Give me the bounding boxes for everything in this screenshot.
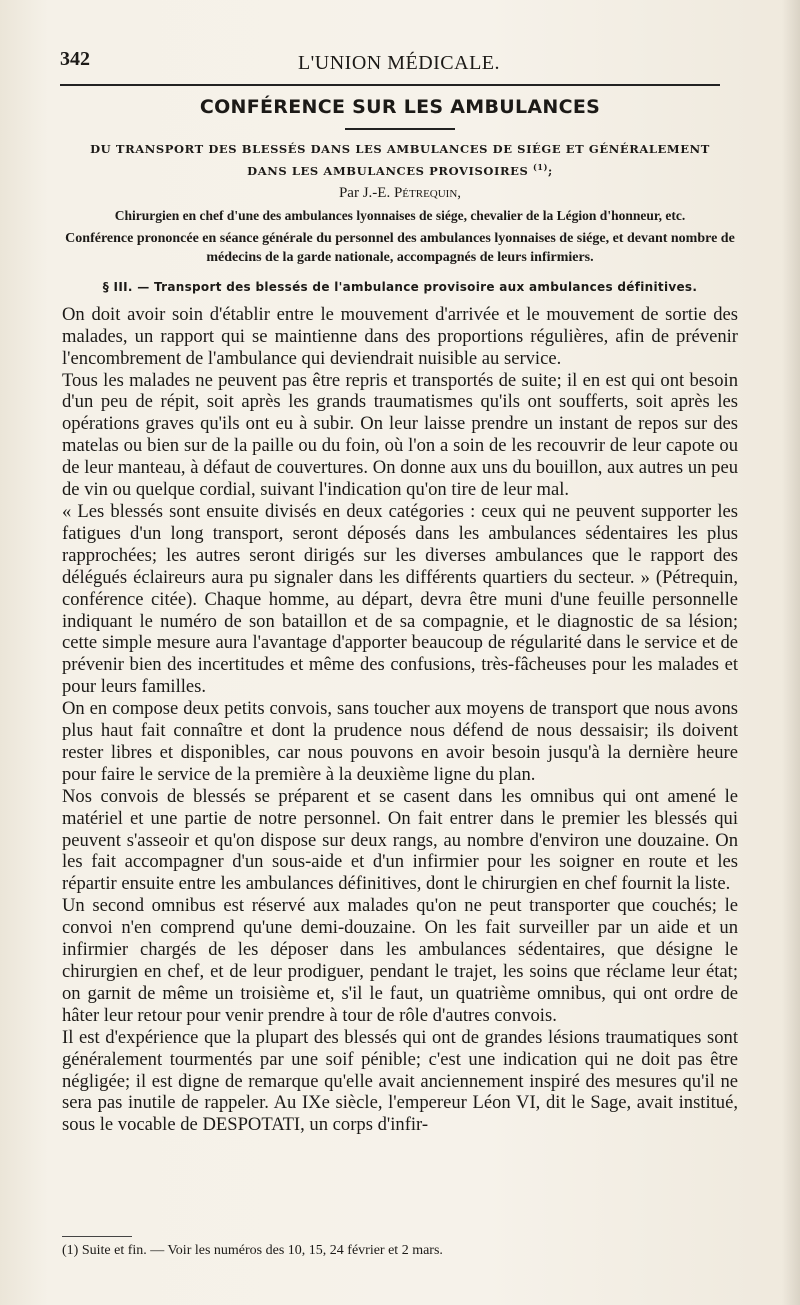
section-heading: § III. — Transport des blessés de l'ambulance provisoire aux ambulances définitives.	[102, 279, 698, 294]
paragraph: On en compose deux petits convois, sans toucher aux moyens de transport que nous avons plus haut fait connaître et dont la prudence nous défend de nous dessaisir; ils doivent rester libres et disponibles, car nous pouvons en avoir besoin jusqu'à la dernière heure pour faire le service de la première à la deuxième ligne du plan.	[62, 698, 738, 785]
paragraph: On doit avoir soin d'établir entre le mouvement d'arrivée et le mouvement de sortie des malades, un rapport qui se maintienne dans des proportions régulières, afin de prévenir l'encombrement de l'ambulance qui deviendrait nuisible au service.	[62, 303, 738, 369]
author-name: Pétrequin,	[393, 184, 462, 201]
footnote-marker: (1)	[533, 162, 548, 172]
subtitle-end: ;	[547, 163, 553, 178]
header-rule	[60, 84, 720, 86]
paragraph: Tous les malades ne peuvent pas être repris et transportés de suite; il en est qui ont besoin d'un peu de répit, soit après les grands traumatismes qu'ils ont soufferts, soit après les opérations graves qu'ils ont eu à subir. On leur laisse prendre un instant de repos sur des matelas ou bien sur de la paille ou du foin, où l'on a soin de les recouvrir de leur capote ou de leur manteau, à défaut de couvertures. On donne aux uns du bouillon, aux autres un peu de vin ou quelque cordial, suivant l'indication qu'on tire de leur mal.	[62, 369, 738, 501]
subtitle-line-1: DU TRANSPORT DES BLESSÉS DANS LES AMBULANCES DE SIÉGE ET GÉNÉRALEMENT	[90, 142, 710, 156]
author-affiliation: Chirurgien en chef d'une des ambulances lyonnaises de siége, chevalier de la Légion d'honneur, etc.	[114, 207, 686, 223]
article	[62, 96, 738, 1136]
page-spine-shadow	[782, 0, 800, 1305]
page-number: 342	[60, 48, 90, 70]
article-body	[62, 304, 738, 1136]
conference-note: Conférence prononcée en séance générale du personnel des ambulances lyonnaises de siége, et devant nombre de médecins de la garde nationale, accompagnés de leurs infirmiers.	[65, 230, 735, 265]
paragraph: « Les blessés sont ensuite divisés en deux catégories : ceux qui ne peuvent supporter les fatigues d'un long transport, seront déposés dans les ambulances sédentaires les plus rapprochées; les autres seront dirigés sur les diverses ambulances que le rapport des délégués éclaireurs aura pu signaler dans les différents quartiers du secteur. » (Pétrequin, conférence citée). Chaque homme, au départ, devra être muni d'une feuille personnelle indiquant le numéro de son bataillon et de sa compagnie, et le diagnostic de sa lésion; cette simple mesure aura l'avantage d'apporter beaucoup de régularité dans le service et de prévenir bien des incertitudes et même des confusions, très-fâcheuses pour les malades et pour leurs familles.	[62, 500, 738, 698]
paragraph: Il est d'expérience que la plupart des blessés qui ont de grandes lésions traumatiques sont généralement tourmentés par une soif pénible; c'est une indication qui ne doit pas être négligée; il est digne de remarque qu'elle avait anciennement inspiré des mesures qu'il ne sera pas inutile de rappeler. Au IXe siècle, l'empereur Léon VI, dit le Sage, avait institué, sous le vocable de DESPOTATI, un corps d'infir-	[62, 1026, 738, 1136]
paragraph: Un second omnibus est réservé aux malades qu'on ne peut transporter que couchés; le convoi n'en comprend qu'une demi-douzaine. On les fait surveiller par un aide et un infirmier chargés de les déposer dans les ambulances sédentaires, que désigne le chirurgien en chef, et de leur prodiguer, pendant le trajet, les soins que réclame leur état; on garnit de même un troisième et, s'il le faut, un quatrième omnibus, qui ont ordre de hâter leur retour pour venir prendre à tour de rôle d'autres convois.	[62, 895, 738, 1026]
paragraph: Nos convois de blessés se préparent et se casent dans les omnibus qui ont amené le matériel et une partie de notre personnel. On fait entrer dans le premier les blessés qui peuvent s'asseoir et qu'on dispose sur deux rangs, au nombre d'environ une douzaine. On les fait accompagner d'un sous-aide et d'un infirmier pour les soigner en route et les répartir ensuite entre les ambulances définitives, dont le chirurgien en chef fournit la liste.	[62, 785, 738, 895]
footnote: (1) Suite et fin. — Voir les numéros des 10, 15, 24 février et 2 mars.	[62, 1243, 443, 1258]
footnote-area	[62, 1236, 738, 1259]
article-title: CONFÉRENCE SUR LES AMBULANCES	[199, 96, 601, 118]
title-rule	[345, 128, 455, 130]
article-subtitle	[62, 140, 738, 180]
journal-title: L'UNION MÉDICALE.	[297, 52, 501, 74]
subtitle-line-2: DANS LES AMBULANCES PROVISOIRES	[247, 163, 529, 178]
author-line	[62, 183, 738, 203]
footnote-rule	[62, 1236, 132, 1237]
author-prefix: Par J.-E.	[338, 184, 391, 201]
page-header	[60, 48, 738, 78]
